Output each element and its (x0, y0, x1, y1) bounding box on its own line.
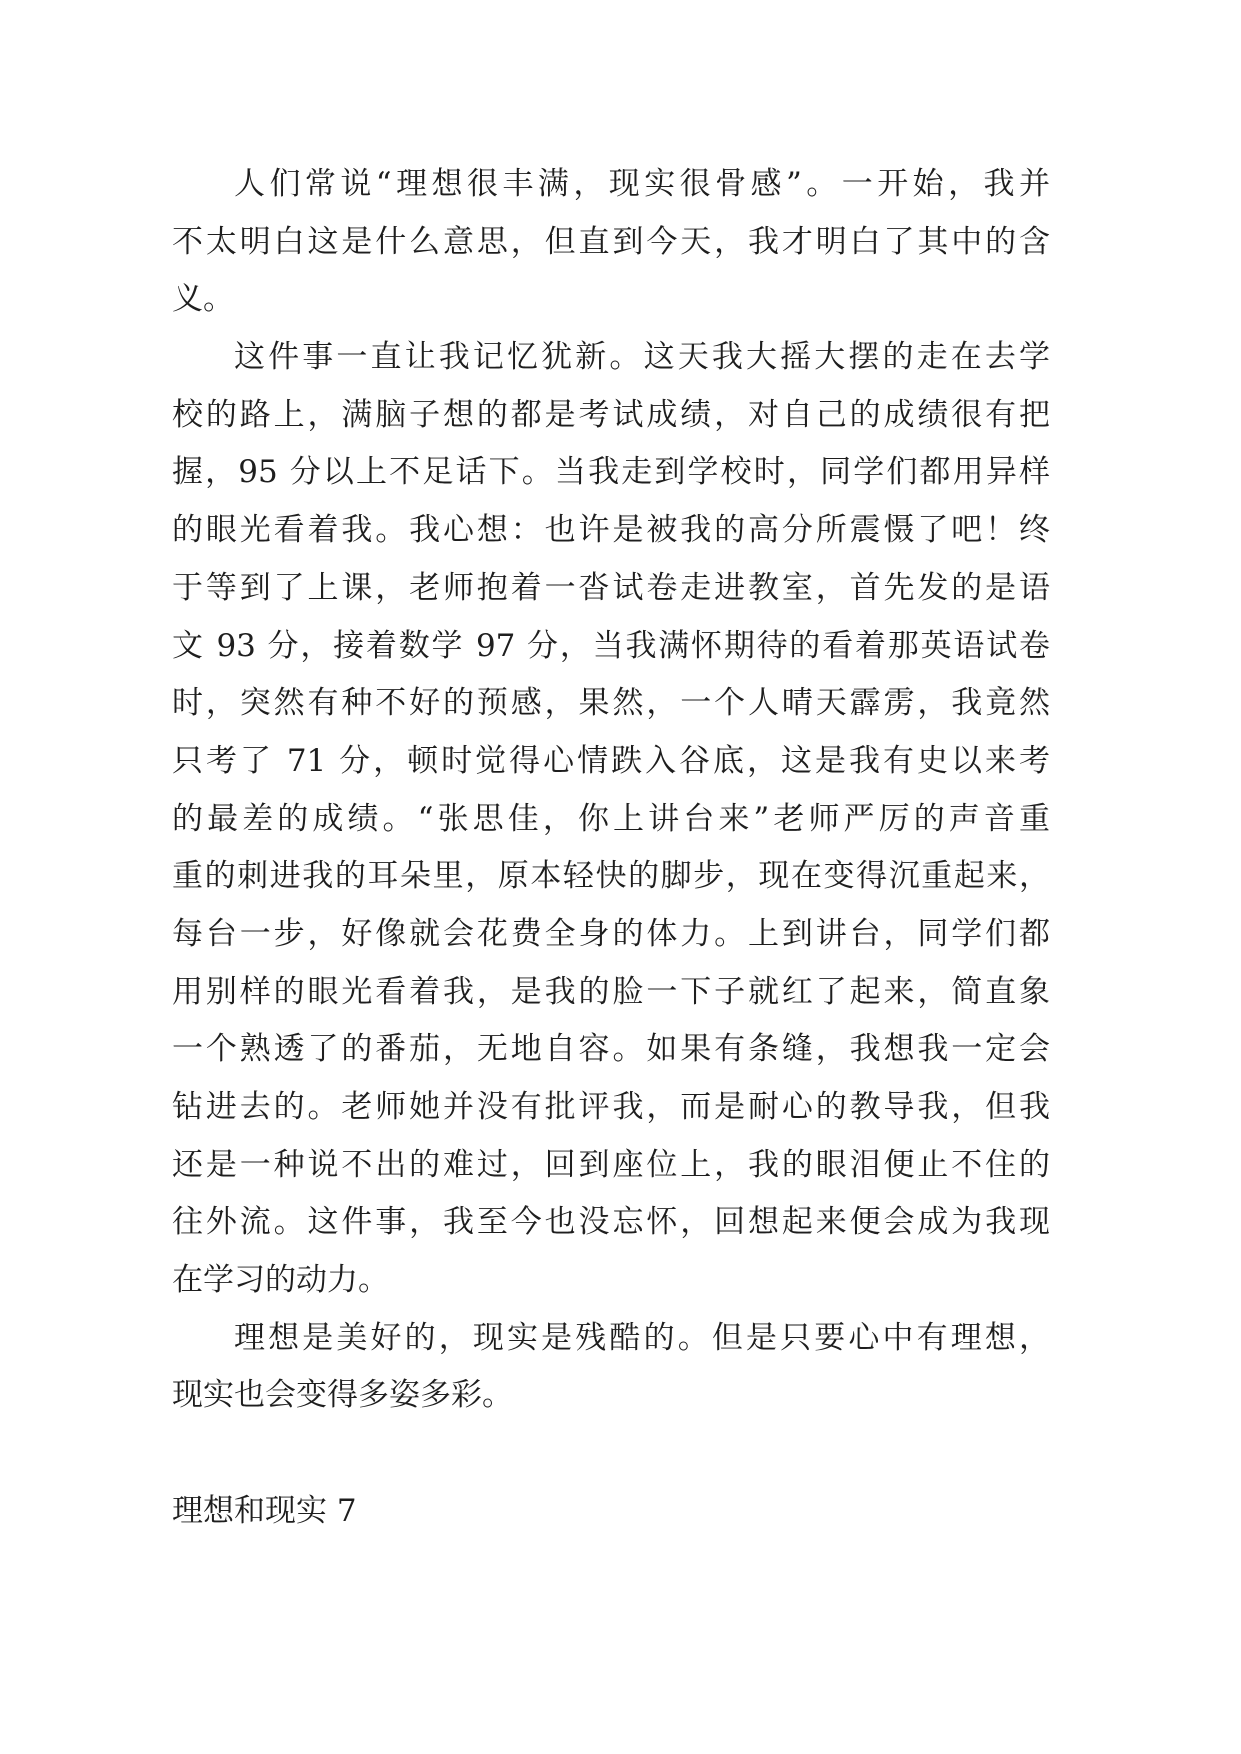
text-line: 的眼光看着我。我心想：也许是被我的高分所震慑了吧！终 (172, 512, 1050, 549)
text-line: 文 93 分，接着数学 97 分，当我满怀期待的看着那英语试卷 (172, 627, 1050, 664)
text-line: 人们常说“理想很丰满，现实很骨感”。一开始，我并 (234, 166, 1050, 202)
text-line: 还是一种说不出的难过，回到座位上，我的眼泪便止不住的 (172, 1146, 1050, 1183)
text-line: 理想是美好的，现实是残酷的。但是只要心中有理想， (234, 1319, 1050, 1356)
text-line: 每台一步，好像就会花费全身的体力。上到讲台，同学们都 (172, 915, 1050, 952)
text-line: 义。 (172, 281, 234, 318)
paragraph (172, 156, 1050, 329)
text-line: 握，95 分以上不足话下。当我走到学校时，同学们都用异样 (172, 454, 1050, 491)
paragraph (172, 329, 1050, 1310)
text-line: 现实也会变得多姿多彩。 (172, 1377, 513, 1414)
text-line: 一个熟透了的番茄，无地自容。如果有条缝，我想我一定会 (172, 1031, 1050, 1068)
section-title: 理想和现实 7 (172, 1492, 357, 1529)
text-line: 用别样的眼光看着我，是我的脸一下子就红了起来，简直象 (172, 973, 1050, 1010)
text-line: 校的路上，满脑子想的都是考试成绩，对自己的成绩很有把 (172, 396, 1050, 433)
text-line: 的最差的成绩。“张思佳，你上讲台来”老师严厉的声音重 (172, 800, 1050, 837)
text-line: 于等到了上课，老师抱着一沓试卷走进教室，首先发的是语 (172, 569, 1050, 606)
text-line: 这件事一直让我记忆犹新。这天我大摇大摆的走在去学 (234, 339, 1050, 376)
text-line: 往外流。这件事，我至今也没忘怀，回想起来便会成为我现 (172, 1204, 1050, 1241)
paragraph (172, 1310, 1050, 1425)
text-line: 时，突然有种不好的预感，果然，一个人晴天霹雳，我竟然 (172, 685, 1050, 722)
text-line: 只考了 71 分，顿时觉得心情跌入谷底，这是我有史以来考 (172, 742, 1050, 779)
text-line: 在学习的动力。 (172, 1262, 389, 1299)
text-line: 不太明白这是什么意思，但直到今天，我才明白了其中的含 (172, 223, 1050, 260)
document-body (172, 156, 1050, 1541)
text-line: 重的刺进我的耳朵里，原本轻快的脚步，现在变得沉重起来， (172, 858, 1050, 895)
text-line: 钻进去的。老师她并没有批评我，而是耐心的教导我，但我 (172, 1089, 1050, 1125)
